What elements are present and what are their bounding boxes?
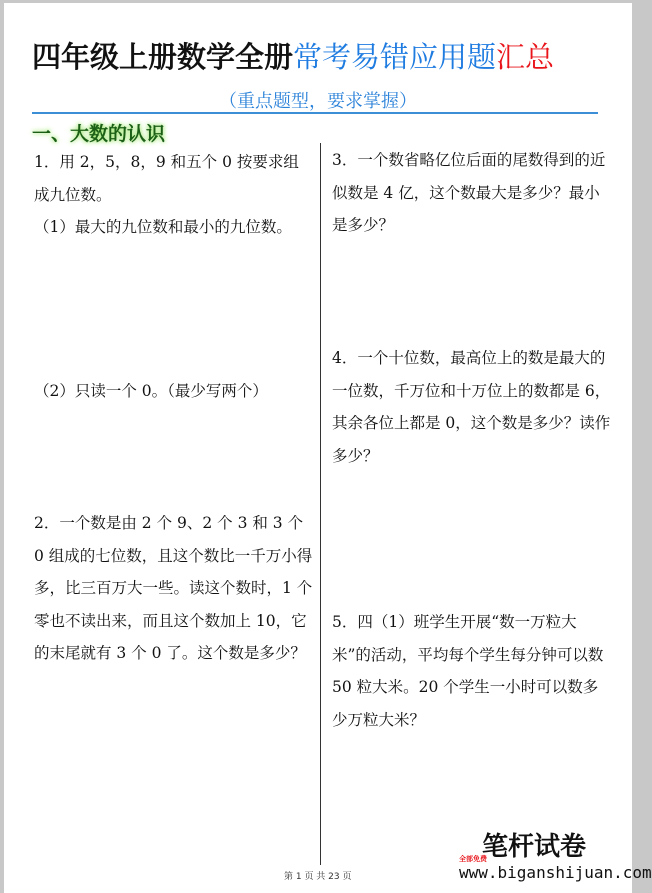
question-4: 4．一个十位数，最高位上的数是最大的一位数，千万位和十万位上的数都是 6，其余各位上都是 0，这个数是多少？读作多少？	[332, 349, 611, 465]
header-rule	[32, 112, 598, 114]
question-2: 2．一个数是由 2 个 9、2 个 3 和 3 个 0 组成的七位数，且这个数比一千万小得多，比三百万大一些。读这个数时，1 个零也不读出来，而且这个数加上 10，它的末尾就有 3 个 0 了。这个数是多少？	[34, 514, 313, 662]
brand-tag: 全部免费	[459, 855, 487, 863]
question-1-part-2: （2）只读一个 0。（最少写两个）	[34, 382, 268, 400]
question-3: 3．一个数省略亿位后面的尾数得到的近似数是 4 亿，这个数最大是多少？最小是多少？	[332, 151, 606, 234]
brand-url: www.biganshijuan.com	[459, 863, 652, 882]
subtitle: （重点题型，要求掌握）	[219, 91, 417, 112]
section-heading: 一、大数的认识	[32, 123, 166, 145]
question-1: 1．用 2，5，8，9 和五个 0 按要求组成九位数。	[34, 153, 299, 204]
page-number: 第 1 页 共 23 页	[284, 872, 352, 882]
title-part-red: 汇总	[496, 40, 555, 74]
question-1-part-1: （1）最大的九位数和最小的九位数。	[34, 218, 292, 236]
document-page	[4, 3, 652, 893]
brand-logo: 笔杆试卷	[482, 832, 587, 862]
title-part-blue: 常考易错应用题	[293, 40, 497, 74]
column-divider	[320, 143, 321, 865]
question-5: 5．四（1）班学生开展“数一万粒大米”的活动，平均每个学生每分钟可以数 50 粒大米。20 个学生一小时可以数多少万粒大米？	[332, 613, 604, 729]
title-part-black: 四年级上册数学全册	[32, 40, 294, 74]
page-title	[32, 35, 554, 76]
